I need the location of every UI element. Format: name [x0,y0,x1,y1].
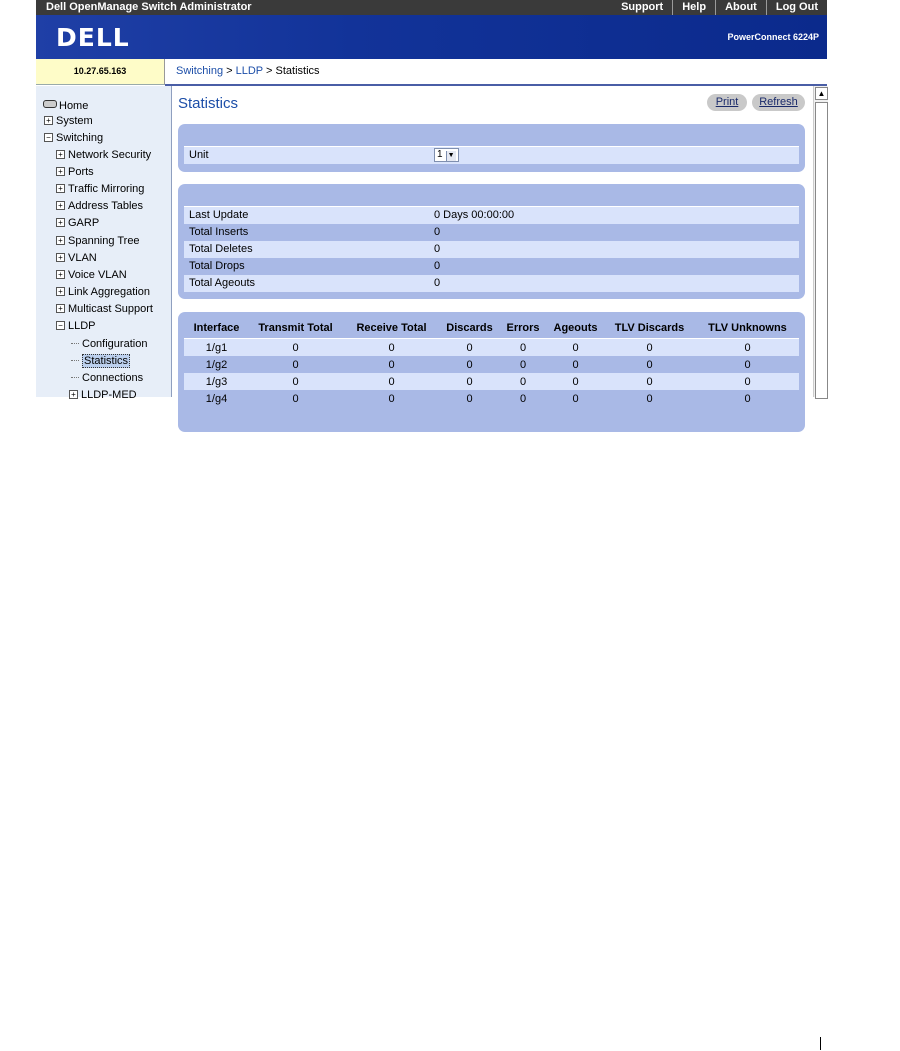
column-header: Discards [441,318,498,339]
tree-item-configuration[interactable] [71,338,147,350]
tree-item-address-tables[interactable] [56,200,143,212]
tree-item-label: GARP [68,217,100,229]
tree-item-label: Voice VLAN [68,269,127,281]
summary-row [184,224,799,241]
vertical-scrollbar[interactable] [813,86,828,397]
column-header: TLV Unknowns [696,318,799,339]
page-title: Statistics [178,95,239,112]
unit-row [184,147,799,164]
help-link[interactable]: Help [672,0,715,15]
model-name: PowerConnect 6224P [727,32,819,42]
tree-connector [71,360,79,361]
stats-table [184,318,799,407]
summary-value: 0 Days 00:00:00 [434,209,515,221]
unit-panel [178,124,805,172]
expand-icon[interactable]: + [56,167,65,176]
breadcrumb-lldp[interactable]: LLDP [235,65,263,77]
table-cell: 0 [603,373,696,390]
tree-item-system[interactable] [44,115,93,127]
summary-label: Total Inserts [189,226,249,238]
unit-select[interactable] [434,147,459,164]
expand-icon[interactable]: + [56,218,65,227]
expand-icon[interactable]: + [44,116,53,125]
home-icon [43,100,57,108]
summary-value: 0 [434,260,441,272]
table-cell: 0 [249,339,342,357]
tree-item-label: LLDP-MED [81,389,137,401]
table-cell: 0 [441,339,498,357]
tree-connector [71,377,79,378]
table-cell: 0 [572,358,579,371]
column-header: Ageouts [548,318,603,339]
top-bar [36,0,827,15]
breadcrumb [165,59,827,86]
collapse-icon[interactable]: − [44,133,53,142]
tree-item-label: VLAN [68,252,97,264]
tree-item-lldp[interactable] [56,320,96,332]
tree-item-label: Spanning Tree [68,235,140,247]
unit-label: Unit [189,149,209,161]
page-margin-mark [820,1037,821,1050]
table-cell: 0 [292,358,299,371]
app-window [36,0,827,405]
tree-item-ports[interactable] [56,166,94,178]
top-links [612,0,827,15]
tree-item-label: Connections [82,372,144,384]
tree-item-network-security[interactable] [56,149,151,161]
tree-item-traffic-mirroring[interactable] [56,183,144,195]
table-cell: 0 [498,373,548,390]
table-cell: 0 [388,392,395,405]
table-cell: 0 [572,392,579,405]
table-cell: 0 [498,339,548,357]
table-cell: 0 [603,339,696,357]
table-row [184,373,799,390]
table-cell: 0 [342,373,441,390]
stats-table-container [184,318,799,407]
summary-label: Last Update [189,209,249,221]
table-cell: 0 [342,339,441,357]
column-header: Interface [184,318,249,339]
expand-icon[interactable]: + [56,304,65,313]
column-header: Errors [498,318,548,339]
table-cell: 1/g4 [205,392,228,405]
tree-item-connections[interactable] [71,372,143,384]
table-row [184,356,799,373]
table-header-row [184,318,799,339]
tree-item-label: Home [59,100,89,112]
tree-item-label: Ports [68,166,94,178]
tree-item-label: Network Security [68,149,152,161]
tree-item-spanning-tree[interactable] [56,235,140,247]
collapse-icon[interactable]: − [56,321,65,330]
table-cell: 0 [744,392,751,405]
tree-item-home[interactable] [43,100,88,112]
tree-item-label: LLDP [68,320,96,332]
summary-row [184,241,799,258]
unit-row-container [184,146,799,164]
table-cell: 0 [548,373,603,390]
table-cell: 0 [441,373,498,390]
scroll-up-icon[interactable]: ▲ [815,87,828,100]
summary-value: 0 [434,277,441,289]
tree-item-label: Address Tables [68,200,144,212]
summary-label: Total Drops [189,260,245,272]
app-title: Dell OpenManage Switch Administrator [46,1,252,13]
about-link[interactable]: About [715,0,766,15]
breadcrumb-switching[interactable]: Switching [176,65,224,77]
tree-item-label: Statistics [84,355,129,367]
tree-item-label: Configuration [82,338,148,350]
table-row [184,339,799,357]
summary-label: Total Ageouts [189,277,256,289]
support-link[interactable]: Support [621,1,664,13]
table-cell: 0 [519,358,527,371]
expand-icon[interactable]: + [56,270,65,279]
breadcrumb-separator: > [223,65,236,77]
scrollbar-thumb[interactable] [815,102,828,399]
unit-select-value: 1 [437,149,443,161]
table-cell: 0 [744,358,751,371]
column-header: TLV Discards [603,318,696,339]
table-cell: 0 [466,392,473,405]
tree-item-voice-vlan[interactable] [56,269,127,281]
table-cell: 1/g2 [205,358,228,371]
tree-item-label: System [56,115,93,127]
dell-logo: DELL [56,23,130,52]
table-row [184,390,799,407]
tree-item-statistics[interactable] [71,355,130,367]
tree-item-label: Switching [56,132,104,144]
table-cell: 0 [696,373,799,390]
tree-item-vlan[interactable] [56,252,97,264]
summary-label: Total Deletes [189,243,253,255]
sidebar-tree [36,86,172,401]
expand-icon[interactable]: + [56,201,65,210]
table-cell: 0 [519,392,527,405]
tree-connector [71,343,79,344]
summary-value: 0 [434,243,441,255]
tree-item-switching[interactable] [44,132,103,144]
expand-icon[interactable]: + [56,236,65,245]
table-cell: 0 [548,339,603,357]
ip-address: 10.27.65.163 [36,59,165,85]
expand-icon[interactable]: + [69,390,78,399]
banner [36,15,827,59]
table-cell: 0 [292,392,299,405]
tree-item-lldp-med[interactable] [69,389,137,401]
summary-value: 0 [434,226,441,238]
table-cell: 1/g3 [184,373,249,390]
content-area [172,86,813,405]
table-cell: 0 [696,339,799,357]
stats-table-panel [178,312,805,432]
tree-item-multicast-support[interactable] [56,303,153,315]
tree-item-label: Link Aggregation [68,286,150,298]
refresh-button[interactable]: Refresh [752,94,805,111]
tree-item-label: Multicast Support [68,303,153,315]
column-header: Transmit Total [249,318,342,339]
breadcrumb-current: Statistics [275,65,320,77]
expand-icon[interactable]: + [56,253,65,262]
tree-item-label: Traffic Mirroring [68,183,145,195]
table-cell: 0 [646,358,653,371]
table-cell: 0 [249,373,342,390]
logout-link[interactable]: Log Out [766,0,827,15]
chevron-down-icon[interactable]: ▼ [446,151,456,161]
summary-panel [178,184,805,299]
expand-icon[interactable]: + [56,150,65,159]
table-cell: 1/g1 [184,339,249,357]
table-cell: 0 [466,358,473,371]
tree-item-link-aggregation[interactable] [56,286,150,298]
tree-item-garp[interactable] [56,217,99,229]
table-cell: 0 [388,358,395,371]
expand-icon[interactable]: + [56,184,65,193]
breadcrumb-separator: > [262,65,276,77]
print-button[interactable]: Print [707,94,747,111]
summary-row [184,207,799,224]
summary-row [184,258,799,275]
summary-rows [184,206,799,292]
column-header: Receive Total [342,318,441,339]
summary-row [184,275,799,292]
table-cell: 0 [646,392,653,405]
expand-icon[interactable]: + [56,287,65,296]
